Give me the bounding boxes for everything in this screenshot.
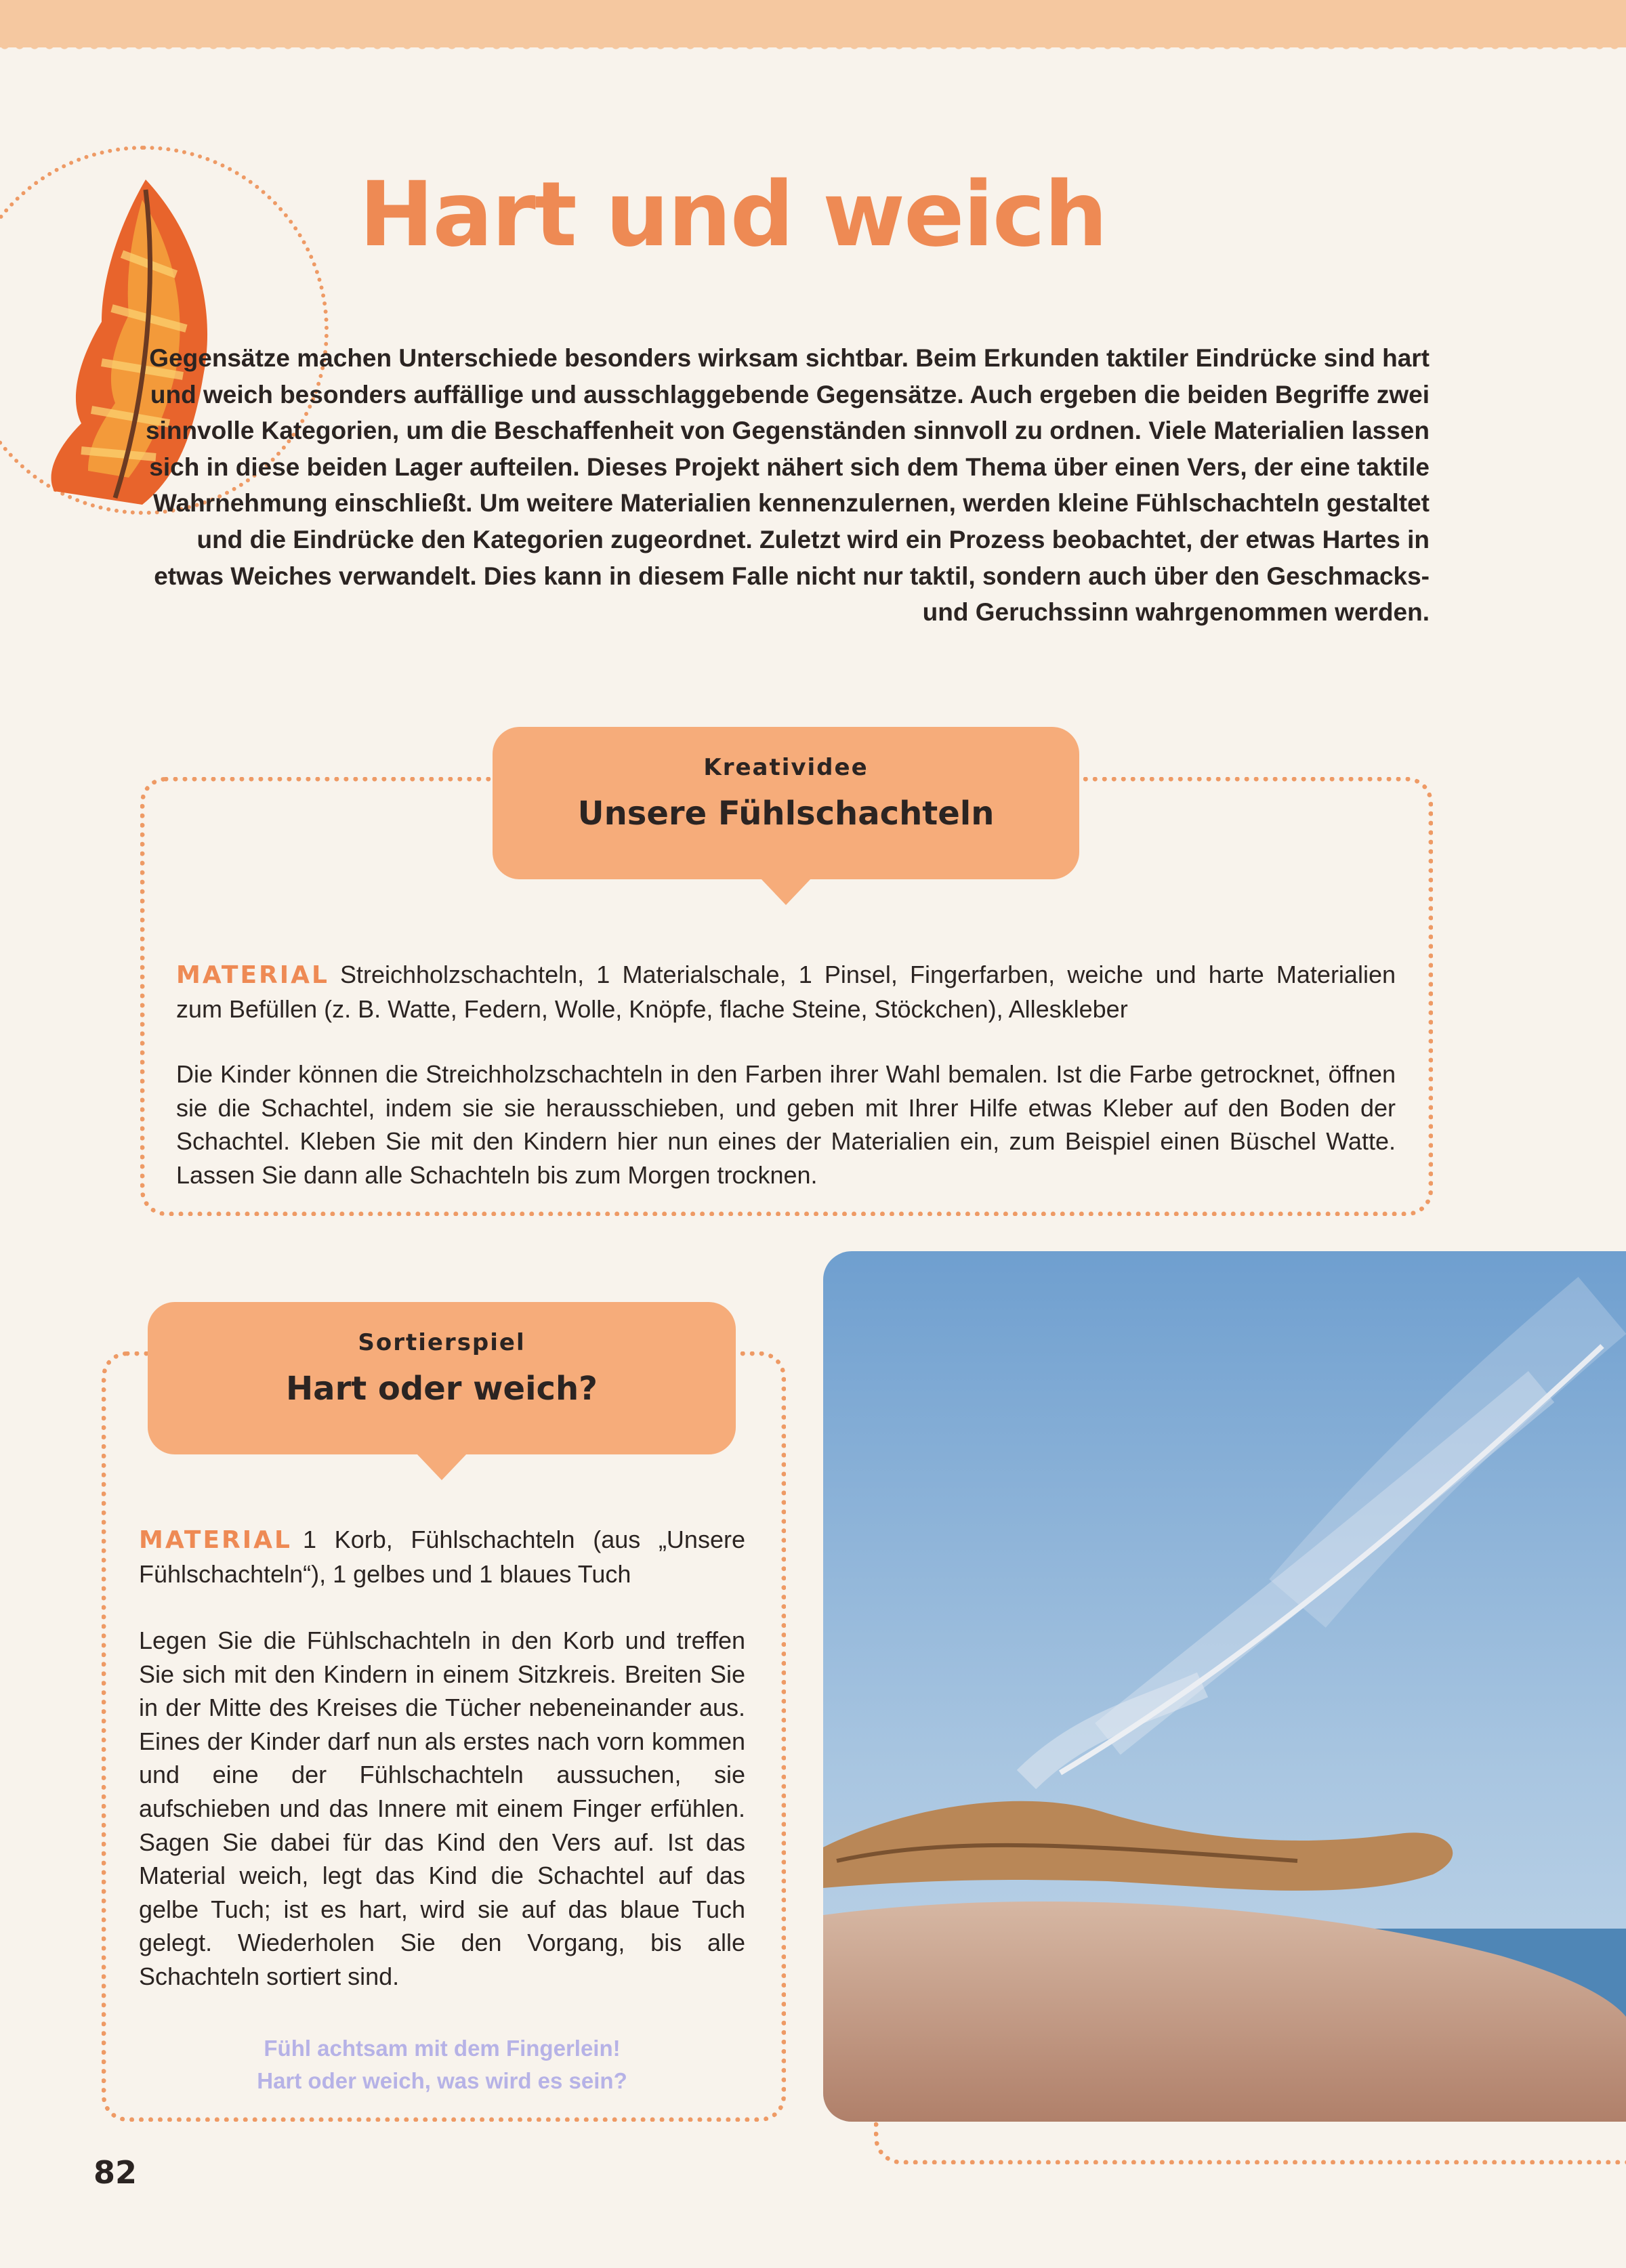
intro-paragraph: Gegensätze machen Unterschiede besonders wirksam sichtbar. Beim Erkunden taktiler Eindrücke sind hart und weich besonders auffällige und ausschlaggebende Gegensätze. Auch ergeben die beiden Begriffe zwei sinnvolle Kategorien, um die Beschaffenheit von Gegenständen sinnvoll zu ordnen. Viele Materialien lassen sich in diese beiden Lager aufteilen. Dieses Projekt nähert sich dem Thema über einen Vers, der eine taktile Wahrnehmung einschließt. Um weitere Materialien kennenzulernen, werden kleine Fühlschachteln gestaltet und die Eindrücke den Kategorien zugeordnet. Zuletzt wird ein Prozess beobachtet, der etwas Hartes in etwas Weiches verwandelt. Dies kann in diesem Falle nicht nur taktil, sondern auch über den Geschmacks- und Geruchssinn wahrgenommen werden. <box>145 344 1430 627</box>
verse-line-1: Fühl achtsam mit dem Fingerlein! <box>264 2036 621 2061</box>
sortierspiel-kicker: Sortierspiel <box>358 1329 526 1356</box>
sortierspiel-header-bubble <box>148 1302 736 1454</box>
kreatividee-material <box>176 958 1396 1026</box>
sortierspiel-title: Hart oder weich? <box>286 1370 598 1408</box>
feather-on-driftwood-photo <box>823 1251 1626 2122</box>
material-label: MATERIAL <box>139 1526 292 1554</box>
material-label: MATERIAL <box>176 961 329 989</box>
kreatividee-material-text: Streichholzschachteln, 1 Materialschale, 1 Pinsel, Fingerfarben, weiche und harte Materialien zum Befüllen (z. B. Watte, Federn, Wolle, Knöpfe, flache Steine, Stöckchen), Alleskleber <box>176 961 1396 1023</box>
sortierspiel-material <box>139 1523 745 1591</box>
kreatividee-kicker: Kreatividee <box>703 754 869 781</box>
verse <box>139 2032 745 2097</box>
kreatividee-body: Die Kinder können die Streichholzschachteln in den Farben ihrer Wahl bemalen. Ist die Farbe getrocknet, öffnen sie die Schachtel, indem sie sie herausschieben, und geben mit Ihrer Hilfe etwas Kleber auf den Boden der Schachtel. Kleben Sie mit den Kindern hier nun eines der Materialien ein, zum Beispiel einen Büschel Watte. Lassen Sie dann alle Schachteln bis zum Morgen trocknen. <box>176 1060 1396 1189</box>
kreatividee-title: Unsere Fühlschachteln <box>577 795 995 833</box>
top-decorative-band <box>0 0 1626 47</box>
page-title: Hart und weich <box>359 163 1107 267</box>
page-number: 82 <box>93 2154 138 2191</box>
sortierspiel-body: Legen Sie die Fühlschachteln in den Korb und treffen Sie sich mit den Kindern in einem Sitzkreis. Breiten Sie in der Mitte des Kreises die Tücher nebeneinander aus. Eines der Kinder darf nun als erstes nach vorn kommen und eine der Fühlschachteln aussuchen, sie aufschieben und das Innere mit einem Finger erfühlen. Sagen Sie dabei für das Kind den Vers auf. Ist das Material weich, legt das Kind die Schachtel auf das gelbe Tuch; ist es hart, wird sie auf das blaue Tuch gelegt. Wiederholen Sie den Vorgang, bis alle Schachteln sortiert sind. <box>139 1626 745 1990</box>
sortierspiel-material-text: 1 Korb, Fühlschachteln (aus „Unsere Fühlschachteln“), 1 gelbes und 1 blaues Tuch <box>139 1526 745 1588</box>
kreatividee-header-bubble <box>493 727 1079 879</box>
verse-line-2: Hart oder weich, was wird es sein? <box>257 2068 627 2093</box>
